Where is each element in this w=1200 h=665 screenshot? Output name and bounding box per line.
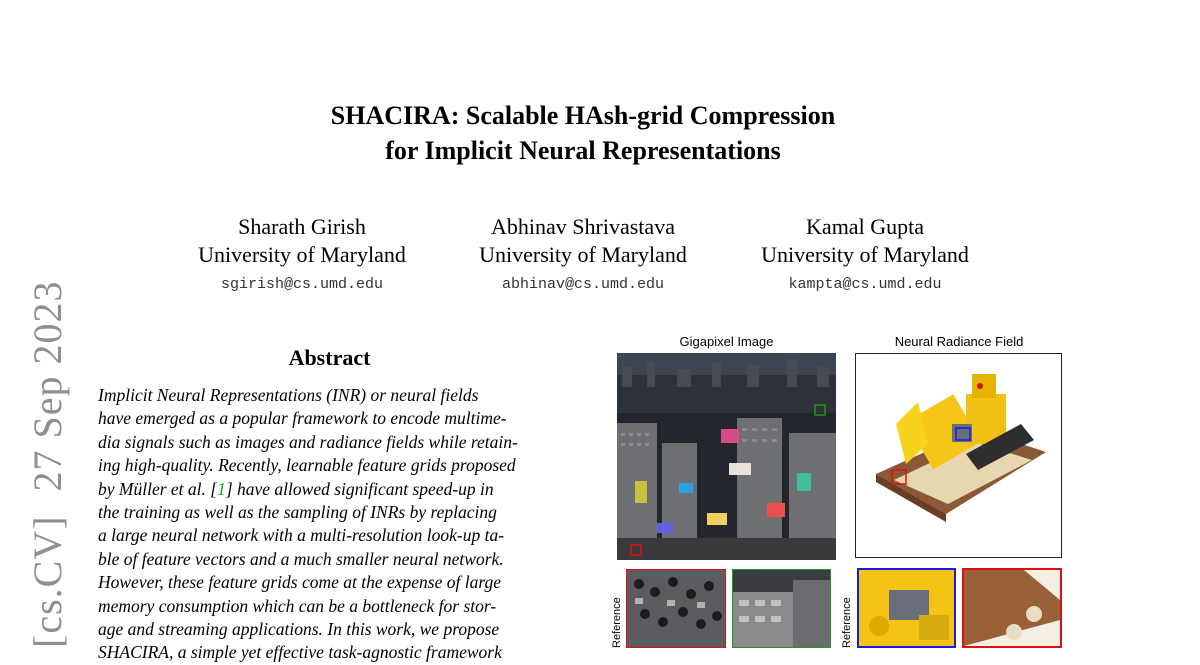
abstract-line: age and streaming applications. In this work, we propose	[98, 619, 500, 640]
author-block	[472, 213, 694, 301]
citation-link[interactable]: 1	[217, 478, 226, 499]
crop-nerf-red	[962, 568, 1062, 648]
abstract-text: ] have allowed significant speed-up in	[225, 478, 494, 499]
crop-nerf-blue	[857, 568, 956, 648]
abstract-line: dia signals such as images and radiance fields while retain-	[98, 431, 518, 452]
abstract-line: Implicit Neural Representations (INR) or neural fields	[98, 385, 479, 405]
abstract-body	[98, 384, 561, 665]
abstract-line: ing high-quality. Recently, learnable feature grids proposed	[98, 455, 516, 476]
crop-nerf-red-art	[964, 570, 1060, 646]
gigapixel-image-art	[617, 353, 836, 560]
crop-gigapixel-red-art	[627, 570, 725, 648]
crop-gigapixel-green	[732, 569, 831, 648]
author-affiliation: University of Maryland	[198, 242, 406, 267]
row-label-reference: Reference	[841, 597, 853, 648]
nerf-image-art	[856, 354, 1060, 556]
crop-gigapixel-green-art	[733, 570, 830, 648]
nerf-image	[855, 353, 1062, 558]
author-name: Abhinav Shrivastava	[491, 214, 675, 239]
row-label-reference: Reference	[611, 597, 623, 648]
crop-gigapixel-red	[626, 569, 726, 648]
author-block	[754, 213, 976, 301]
arxiv-category: [cs.CV]	[25, 515, 70, 648]
author-email: kampta@cs.umd.edu	[788, 276, 942, 293]
figure-label-gigapixel: Gigapixel Image	[679, 334, 774, 349]
abstract-line	[98, 478, 561, 501]
author-affiliation: University of Maryland	[761, 242, 969, 267]
abstract-line: ble of feature vectors and a much smaller neural network.	[98, 548, 504, 569]
author-name: Kamal Gupta	[806, 214, 924, 239]
author-email: sgirish@cs.umd.edu	[220, 276, 384, 293]
author-email: abhinav@cs.umd.edu	[501, 276, 665, 293]
abstract-heading: Abstract	[288, 345, 371, 370]
abstract-line: the training as well as the sampling of INRs by replacing	[98, 502, 497, 523]
abstract-line: have emerged as a popular framework to encode multime-	[98, 408, 507, 429]
abstract-line: However, these feature grids come at the expense of large	[98, 572, 502, 593]
abstract-line: memory consumption which can be a bottleneck for stor-	[98, 595, 497, 616]
arxiv-stamp	[24, 280, 71, 648]
author-affiliation: University of Maryland	[479, 242, 687, 267]
abstract-line: a large neural network with a multi-resolution look-up ta-	[98, 525, 505, 546]
crop-nerf-blue-art	[859, 570, 954, 646]
abstract-line: SHACIRA, a simple yet effective task-agnostic framework	[98, 642, 502, 663]
arxiv-date: 27 Sep 2023	[25, 280, 70, 492]
paper-title-line-1: SHACIRA: Scalable HAsh-grid Compression	[330, 101, 836, 130]
author-block	[192, 213, 412, 301]
author-name: Sharath Girish	[238, 214, 366, 239]
abstract-text: by Müller et al. [	[98, 478, 218, 499]
paper-title-line-2: for Implicit Neural Representations	[385, 136, 781, 165]
gigapixel-image	[617, 353, 836, 560]
figure-label-nerf: Neural Radiance Field	[894, 334, 1024, 349]
